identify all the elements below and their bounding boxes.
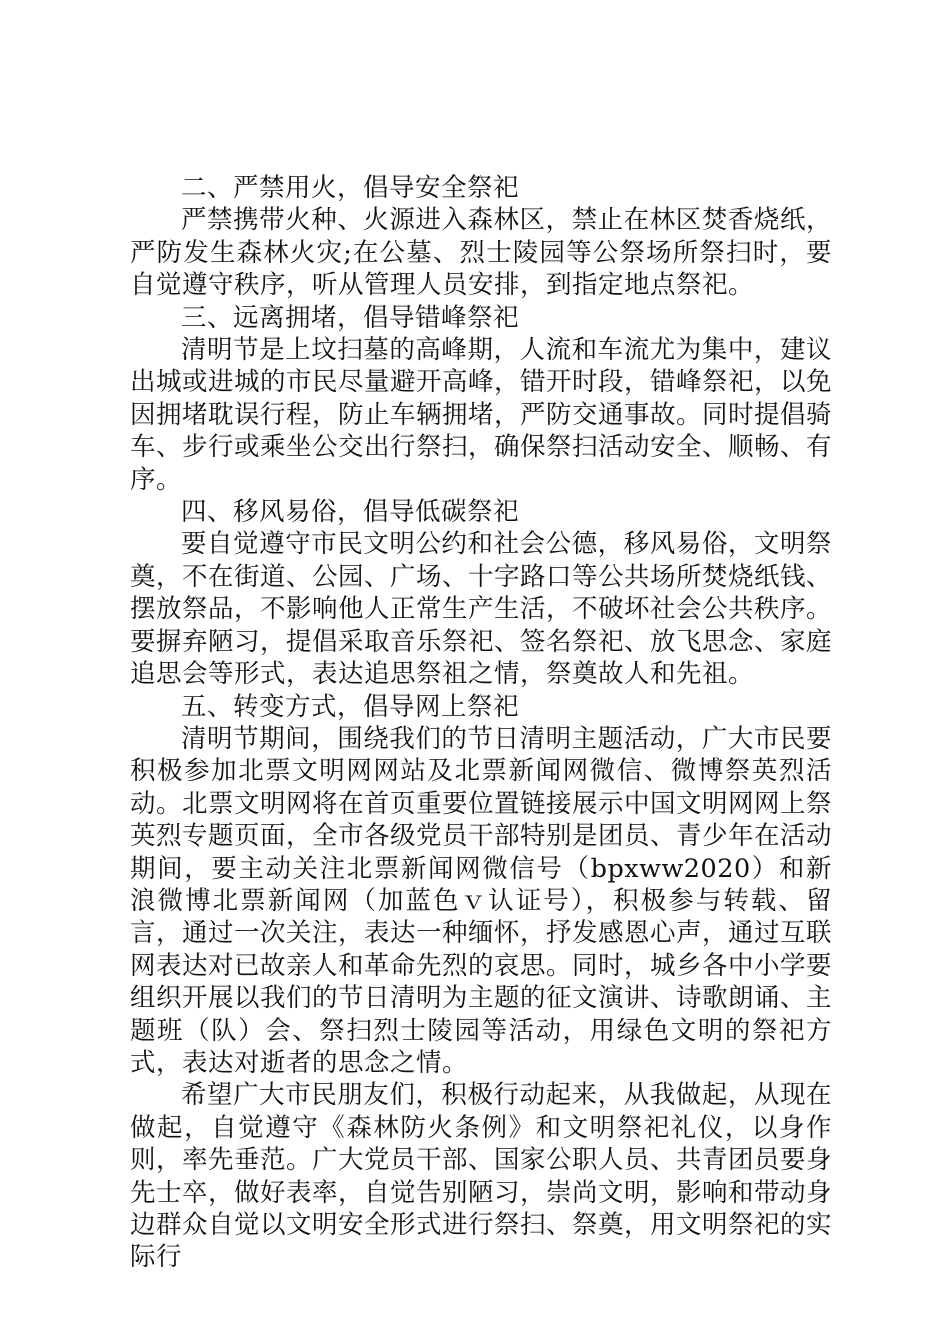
section-heading: 五、转变方式，倡导网上祭祀: [181, 691, 520, 722]
section-heading: 二、严禁用火，倡导安全祭祀: [181, 173, 520, 203]
body-paragraph: 希望广大市民朋友们，积极行动起来，从我做起，从现在做起，自觉遵守《森林防火条例》和文明祭祀礼仪，以身作则，率先垂范。广大党员干部、国家公职人员、共青团员要身先士卒，做好表率，自觉告别陋习，崇尚文明，影响和带动身边群众自觉以文明安全形式进行祭扫、祭奠，用文明祭祀的实际行: [130, 1080, 833, 1273]
body-paragraph: 清明节期间，围绕我们的节日清明主题活动，广大市民要积极参加北票文明网网站及北票新闻网微信、微博祭英烈活动。北票文明网将在首页重要位置链接展示中国文明网网上祭英烈专题页面，全市各级党员干部特别是团员、青少年在活动期间，要主动关注北票新闻网微信号（bpxww2020）和新浪微博北票新闻网（加蓝色ｖ认证号），积极参与转载、留言，通过一次关注，表达一种缅怀，抒发感恩心声，通过互联网表达对已故亲人和革命先烈的哀思。同时，城乡各中小学要组织开展以我们的节日清明为主题的征文演讲、诗歌朗诵、主题班（队）会、祭扫烈士陵园等活动，用绿色文明的祭祀方式，表达对逝者的思念之情。: [130, 723, 833, 1078]
section-heading: 四、移风易俗，倡导低碳祭祀: [181, 497, 520, 528]
body-paragraph: 清明节是上坟扫墓的高峰期，人流和车流尤为集中，建议出城或进城的市民尽量避开高峰，错开时段，错峰祭祀，以免因拥堵耽误行程，防止车辆拥堵，严防交通事故。同时提倡骑车、步行或乘坐公交出行祭扫，确保祭扫活动安全、顺畅、有序。: [130, 335, 833, 495]
body-paragraph: 要自觉遵守市民文明公约和社会公德，移风易俗，文明祭奠，不在街道、公园、广场、十字路口等公共场所焚烧纸钱、摆放祭品，不影响他人正常生产生活，不破坏社会公共秩序。要摒弃陋习，提倡采取音乐祭祀、签名祭祀、放飞思念、家庭追思会等形式，表达追思祭祖之情，祭奠故人和先祖。: [130, 529, 833, 690]
document-body: [130, 172, 832, 1274]
body-paragraph: 严禁携带火种、火源进入森林区，禁止在林区焚香烧纸，严防发生森林火灾;在公墓、烈士陵园等公祭场所祭扫时，要自觉遵守秩序，听从管理人员安排，到指定地点祭祀。: [130, 205, 832, 301]
section-heading: 三、远离拥堵，倡导错峰祭祀: [181, 302, 520, 333]
